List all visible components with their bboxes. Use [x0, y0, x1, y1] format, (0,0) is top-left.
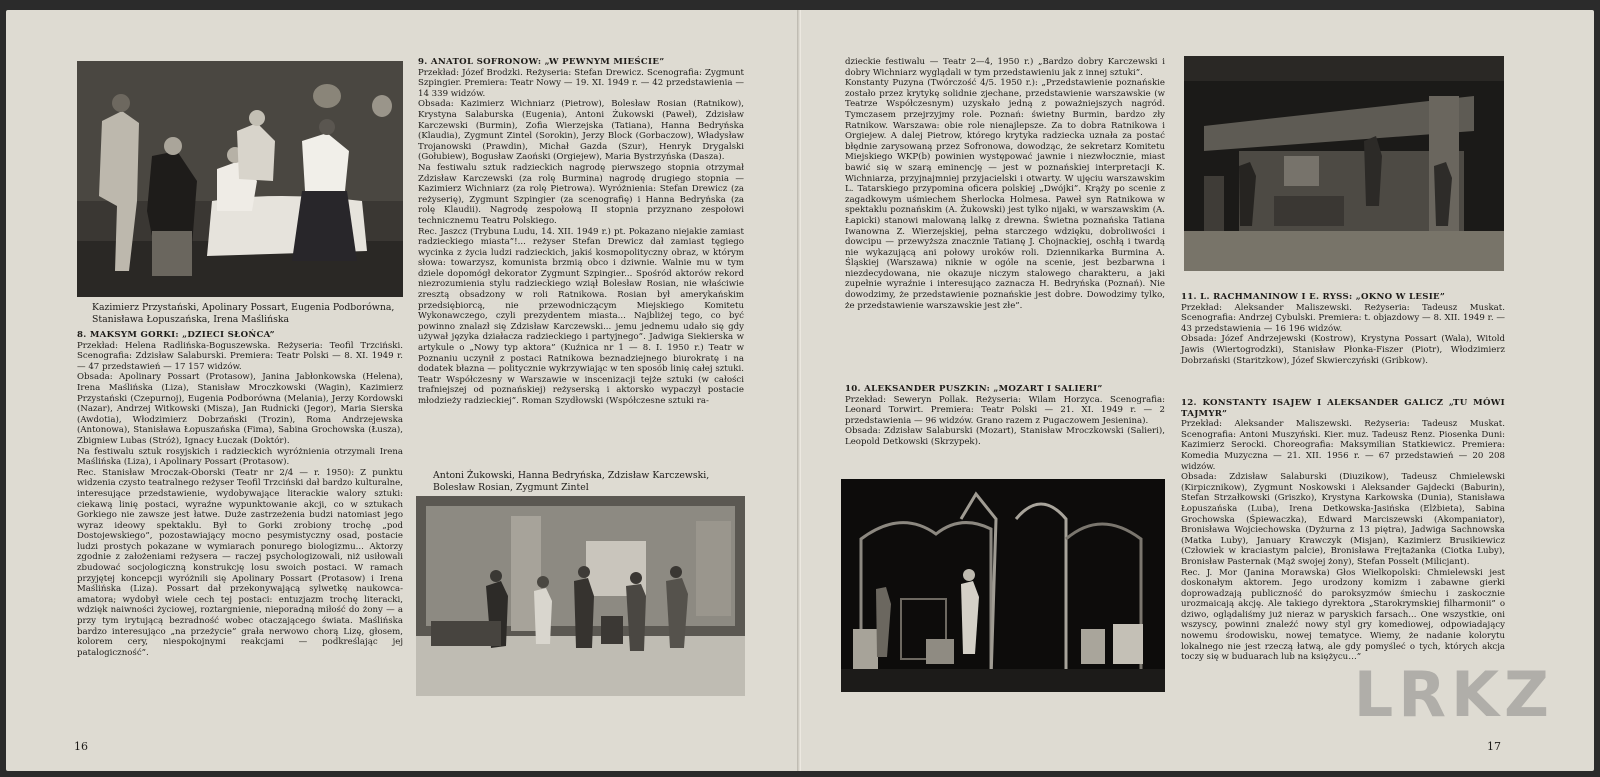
page-number-right: 17 — [1487, 740, 1501, 753]
watermark: LRKZ — [1353, 658, 1554, 731]
section-10-credits: Przekład: Seweryn Pollak. Reżyseria: Wilam Horzyca. Scenografia: Leonard Torwirt. Premiera: Teatr Polski — 21. XI. 1949 r. — 2 przedstawienia — 96 widzów. Grano razem z Pugaczowem Jesienina). — [845, 394, 1165, 426]
section-8-credits: Przekład: Helena Radlińska-Boguszewska. Reżyseria: Teofil Trzciński. Scenografia: Zdzisław Salaburski. Premiera: Teatr Polski — 8. XI. 1949 r. — 47 przedstawień — 17 157 widzów. — [77, 340, 403, 372]
column-section-12 — [1181, 398, 1505, 663]
section-9-cast: Obsada: Kazimierz Wichniarz (Pietrow), Bolesław Rosian (Ratnikow), Krystyna Salaburska (Eugenia), Antoni Żukowski (Paweł), Zdzisław Karczewski (Burmin), Zofia Wierzejska (Tatiana), Hanna Bedryńska (Klaudia), Zygmunt Zintel (Sorokin), Jerzy Block (Gorbaczow), Władysław Trojanowski (Prawdin), Michał Gazda (Szur), Henryk Drygalski (Gołubiew), Bogusław Zaoński (Orgiejew), Maria Bystrzyńska (Dasza). — [418, 99, 744, 163]
stage-photo-mozart-i-salieri — [841, 479, 1165, 692]
stage-photo-okno-w-lesie — [1184, 56, 1504, 271]
section-11-cast: Obsada: Józef Andrzejewski (Kostrow), Krystyna Possart (Wala), Witold Jawis (Wiertogrodzki), Stanisław Płonka-Fiszer (Piotr), Włodzimierz Dobrzański (Staritzkow), Józef Skwierczyński (Gribkow). — [1181, 334, 1505, 366]
section-11-heading: 11. L. RACHMANINOW I E. RYSS: „OKNO W LESIE” — [1181, 292, 1446, 302]
section-9-heading: 9. ANATOL SOFRONOW: „W PEWNYM MIEŚCIE” — [418, 57, 665, 67]
puzyna-review-text: Konstanty Puzyna (Twórczość 4/5. 1950 r.): „Przedstawienie poznańskie zostało przez krytykę solidnie zjechane, przedstawienie warszawskie (w Teatrze Współczesnym) uzyskało jedną z poważniejszych nagród. Tymczasem przejrzyjmy role. Poznań: świetny Burmin, bardzo zły Ratnikow. Warszawa: obie role nienajlepsze. Za to dobra Ratnikowa i Orgiejew. A dalej Pietrow, którego krytyka radziecka uznała za postać błędnie zarysowaną przez Sofronowa, dowodząc, że sekretarz Komitetu Miejskiego WKP(b) powinien występować jawnie i niezwłocznie, miast bawić się w szarą eminencję — jest w poznańskiej interpretacji K. Wichniarza, przyjnajmniej przyjacielski i otwarty. W ujęciu warszawskim L. Tatarskiego przypomina oficera polskiej „Dwójki”. Krąży po scenie z zagadkowym uśmiechem Sherlocka Holmesa. Paweł syn Ratnikowa w spektaklu poznańskim (A. Żukowski) jest tylko nijaki, w warszawskim (A. Łapicki) stanowi malowaną lalkę z drewna. Świetna poznańska Tatiana Iwanowna Z. Wierzejskiej, pełna starczego wdzięku, dobroliwości i dowcipu — przewyższa znacznie Tatianę J. Chojnackiej, oschłą i twardą nie wykazującą ani połowy uroków roli. Dziennikarka Burmina A. Śląskiej (Warszawa) niknie w ogóle na scenie, jest bezbarwna i niezdecydowana, nie okazuje niczym stalowego charakteru, a jaki zupełnie wyraźnie i interesująco zaznacza H. Bedryńska (Poznań). Nie dowodzimy, że przedstawienie poznańskie jest dobre. Dowodzimy tylko, że przedstawienie warszawskie jest złe”. — [845, 78, 1165, 311]
section-9-review: Rec. Jaszcz (Trybuna Ludu, 14. XII. 1949 r.) pt. Pokazano niejakie zamiast radzieckiego miasta”!... reżyser Stefan Drewicz dał zamiast tęgiego wycinka z życia ludzi radzieckich, jakiś kosmopolityczny obraz, w którym słowa: towarzysz, komunista brzmią obco i dziwnie. Walnie mu w tym dziele dopomógł dekorator Zygmunt Szpingier... Spośród aktorów rekord niezrozumienia stylu radzieckiego wziął Bolesław Rosian, nie właściwie zresztą obsadzony w roli Ratnikowa. Rosian był amerykańskim przedsiębiorcą, nie przewodniczącym Miejskiego Komitetu Wykonawczego, czyli prezydentem miasta... Najbliżej tego, co być powinno znalazł się Zdzisław Karczewski... jemu jednemu udało się gdy używał języka działacza radzieckiego i partyjnego”. Jadwiga Siekierska w artykule o „Nowy typ aktora” (Kuźnica nr 1 — 8. I. 1950 r.) Teatr w Poznaniu uczynił z postaci Ratnikowa beznadziejnego biurokratę i na dodatek błazna — politycznie wykrzywiając w ten sposób linię całej sztuki. Teatr Współczesny w Warszawie w inscenizacji tejże sztuki (w całości trafniejszej od poznańskiej) reżyserską i aktorsko wypaczył postacie młodzieży radzieckiej”. Roman Szydłowski (Współczesne sztuki ra- — [418, 226, 744, 406]
section-12-cast: Obsada: Zdzisław Salaburski (Diuzikow), Tadeusz Chmielewski (Kirpicznikow), Zygmunt Noskowski i Aleksander Gajdecki (Baburin), Stefan Strzałkowski (Griszko), Krystyna Karkowska (Dunia), Stanisława Łopuszańska (Luba), Irena Detkowska-Jasińska (Elżbieta), Sabina Grochowska (Śpiewaczka), Edward Marciszewski (Akompaniator), Bronisława Wojciechowska (Dyżurna z 13 piętra), Jadwiga Sachnowska (Matka Luby), January Krawczyk (Misjan), Kazimierz Brusikiewicz (Człowiek w kraciastym palcie), Bronisława Frejtażanka (Ciotka Luby), Bronisław Pasternak (Mąż swojej żony), Stefan Posselt (Milicjant). — [1181, 472, 1505, 567]
section-9-continuation: dzieckie festiwalu — Teatr 2—4, 1950 r.) „Bardzo dobry Karczewski i dobry Wichniarz wyglądali w tym przedstawieniu jak z innej sztuki”. — [845, 57, 1165, 78]
column-section-9 — [418, 57, 744, 407]
section-12-credits: Przekład: Aleksander Maliszewski. Reżyseria: Tadeusz Muskat. Scenografia: Antoni Muszyński. Kier. muz. Tadeusz Renz. Piosenka Duni: Kazimierz Serocki. Choreografia: Maksymilian Statkiewicz. Premiera: Komedia Muzyczna — 21. XII. 1956 r. — 67 przedstawień — 20 208 widzów. — [1181, 419, 1505, 472]
section-8-cast: Obsada: Apolinary Possart (Protasow), Janina Jabłonkowska (Helena), Irena Maślińska (Liza), Stanisław Mroczkowski (Wagin), Kazimierz Przystański (Czepurnoj), Eugenia Podborówna (Melania), Jerzy Kordowski (Nazar), Andrzej Witkowski (Misza), Jan Rudnicki (Jegor), Maria Sierska (Awdotia), Włodzimierz Dobrzański (Trozin), Roma Andrzejewska (Antonowa), Stanisława Łopuszańska (Fima), Sabina Grochowska (Łusza), Zbigniew Lubas (Stróż), Ignacy Łuczak (Doktór). — [77, 372, 403, 446]
stage-photo-w-pewnym-miescie — [416, 496, 745, 696]
left-page — [6, 10, 800, 771]
column-section-8 — [77, 330, 403, 658]
page-number-left: 16 — [74, 740, 88, 753]
column-puzyna-review — [845, 57, 1165, 311]
column-section-10 — [845, 384, 1165, 448]
section-11-credits: Przekład: Aleksander Maliszewski. Reżyseria: Tadeusz Muskat. Scenografia: Andrzej Cybulski. Premiera: t. objazdowy — 8. XII. 1949 r. — 43 przedstawienia — 16 196 widzów. — [1181, 302, 1505, 334]
section-9-credits: Przekład: Józef Brodzki. Reżyseria: Stefan Drewicz. Scenografia: Zygmunt Szpingier. Premiera: Teatr Nowy — 19. XI. 1949 r. — 42 przedstawienia — 14 339 widzów. — [418, 67, 744, 99]
section-9-awards: Na festiwalu sztuk radzieckich nagrodę pierwszego stopnia otrzymał Zdzisław Karczewski (za rolę Burmina) nagrodę drugiego stopnia — Kazimierz Wichniarz (za rolę Pietrowa). Wyróżnienia: Stefan Drewicz (za reżyserię), Zygmunt Szpingier (za scenografię) i Hanna Bedryńska (za rolę Klaudii). Nagrodę zespołową II stopnia przyznano zespołowi technicznemu Teatru Polskiego. — [418, 162, 744, 226]
section-8-review: Rec. Stanisław Mroczak-Oborski (Teatr nr 2/4 — r. 1950): Z punktu widzenia czysto teatralnego reżyser Teofil Trzciński dał bardzo kulturalne, interesujące przedstawienie, wydobywające literackie walory sztuki: ciekawą linię postaci, wyraźne wypunktowanie akcji, co w sztukach Gorkiego nie zawsze jest łatwe. Duże zastrzeżenia budzi natomiast jego wyraz ideowy spektaklu. Był to Gorki zrobiony trochę „pod Dostojewskiego”, pozostawiający mocno pesymistyczny osad, postacie ludzi prostych pokazane w wymiarach ponurego biologizmu... Aktorzy zgodnie z założeniami reżysera — raczej psychologizowali, niż usiłowali zbudować socjologiczną konstrukcję losu swoich postaci. W ramach przyjętej koncepcji wyróżnili się Apolinary Possart (Protasow) i Irena Maślińska (Liza). Possart dał przekonywającą sylwetkę naukowca-amatora; wydobył wiele cech tej postaci: entuzjazm trochę literacki, wdzięk naiwności życiowej, roztargnienie, nieporadną miłość do żony — a przy tym irytującą bezradność wobec otaczającego świata. Maślińska bardzo interesująco „na przeżycie” grała nerwowo chorą Lizę, głosem, kolorem cery, niespokojnymi reakcjami — podkreślając jej patalogiczność”. — [77, 467, 403, 658]
stage-photo-dzieci-slonca — [77, 61, 403, 297]
section-12-heading: 12. KONSTANTY ISAJEW I ALEKSANDER GALICZ „TU MÓWI TAJMYR” — [1181, 398, 1505, 419]
section-12-review: Rec. J. Mor (Janina Morawska) Głos Wielkopolski: Chmielewski jest doskonałym aktorem. Jego urodzony komizm i zabawne gierki doprowadzają publiczność do paroksyzmów śmiechu i zaskocznie urozmaicają akcję. Ale takiego dyrektora „Starokrymskiej filharmonii” o dziwo, oglądaliśmy już nieraz w paryskich farsach... One wszystkie, oni wszyscy, powinni znaleźć nowy styl gry komediowej, odpowiadający nowemu środowisku, nowej tematyce. Wiemy, że nadanie kolorytu lokalnego nie jest rzeczą łatwą, ale gdy pomyśleć o tych, których akcja toczy się w buduarach lub na księżycu…” — [1181, 567, 1505, 663]
photo-caption-w-pewnym-miescie: Antoni Żukowski, Hanna Bedryńska, Zdzisław Karczewski, Bolesław Rosian, Zygmunt Zintel — [433, 470, 710, 493]
section-8-heading: 8. MAKSYM GORKI: „DZIECI SŁOŃCA” — [77, 330, 275, 340]
photo-caption-dzieci-slonca: Kazimierz Przystański, Apolinary Possart, Eugenia Podborówna, Stanisława Łopuszańska, Irena Maślińska — [92, 302, 395, 325]
right-page — [801, 10, 1594, 771]
section-10-cast: Obsada: Zdzisław Salaburski (Mozart), Stanisław Mroczkowski (Salieri), Leopold Detkowski (Skrzypek). — [845, 426, 1165, 447]
section-10-heading: 10. ALEKSANDER PUSZKIN: „MOZART I SALIERI” — [845, 384, 1103, 394]
column-section-11 — [1181, 292, 1505, 366]
section-8-awards: Na festiwalu sztuk rosyjskich i radzieckich wyróżnienia otrzymali Irena Maślińska (Liza), i Apolinary Possart (Protasow). — [77, 446, 403, 468]
